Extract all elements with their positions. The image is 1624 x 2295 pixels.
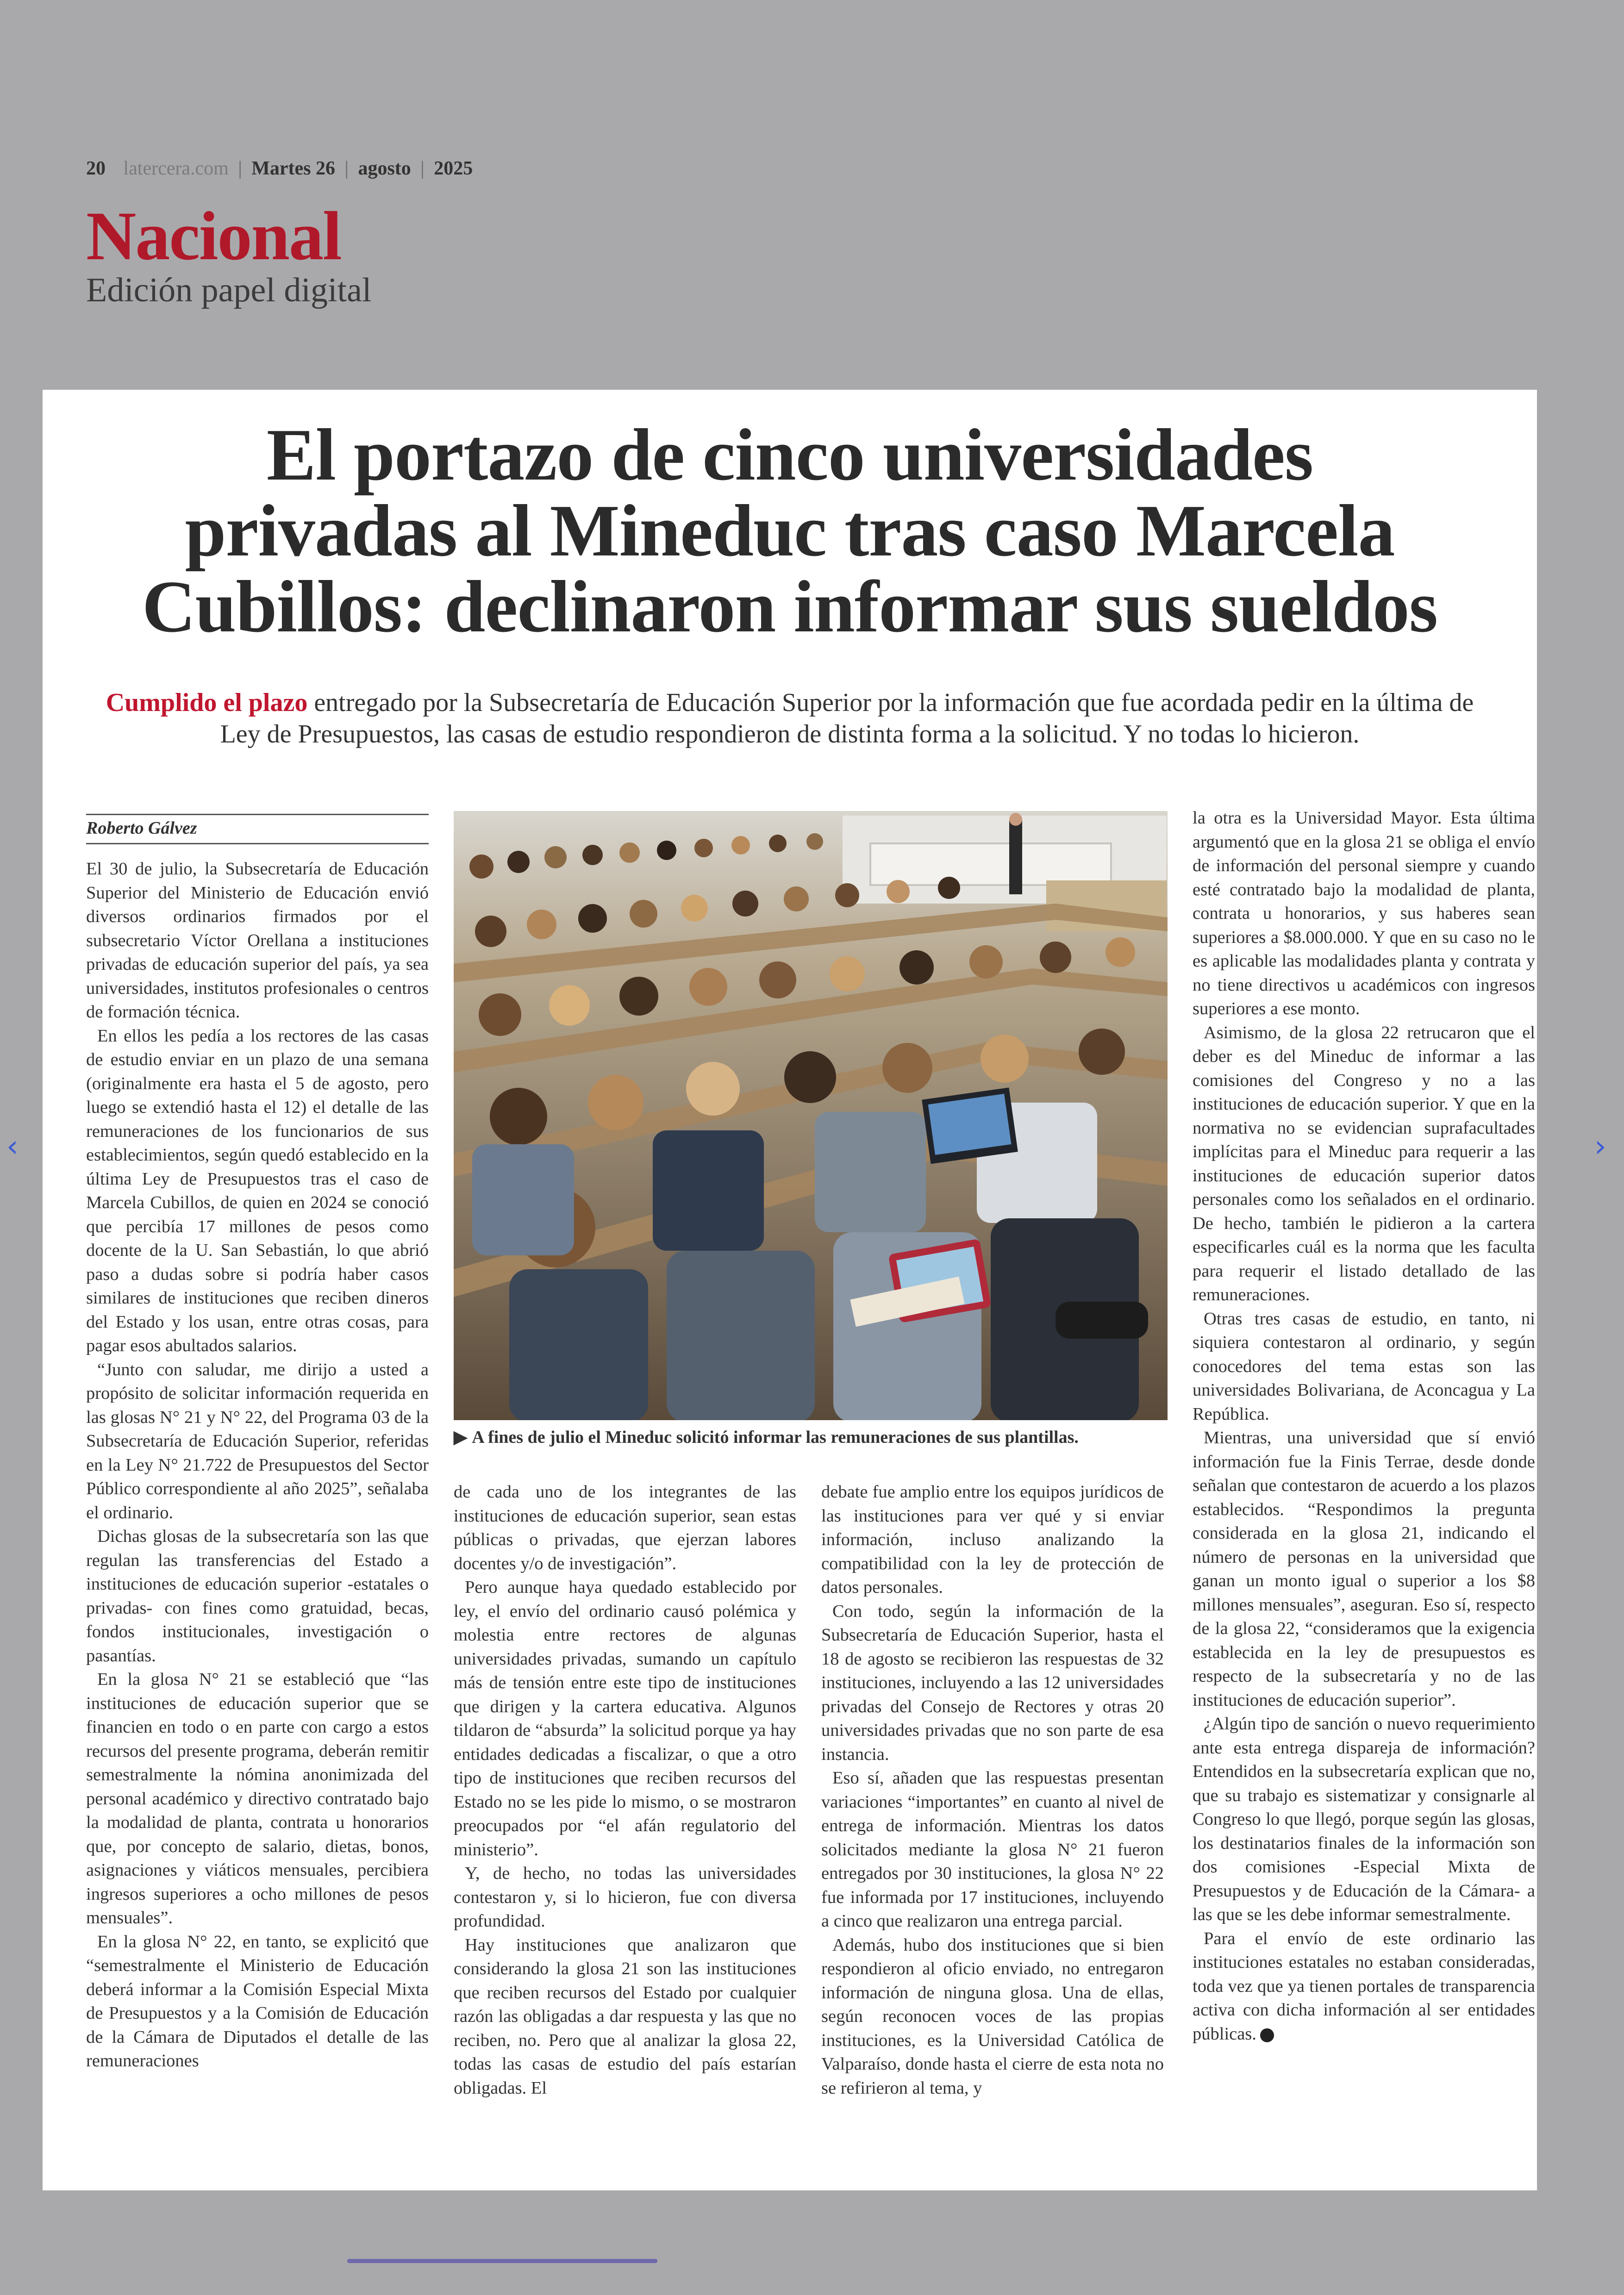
caption-text: A fines de julio el Mineduc solicitó informar las remuneraciones de sus plantillas. <box>472 1428 1079 1447</box>
paragraph: “Junto con saludar, me dirijo a usted a propósito de solicitar información requerida en las glosas N° 21 y N° 22, del Programa 03 de la Subsecretaría de Educación Superior, referidas en la Ley N° 21.722 de Presupuestos del Sector Público correspondiente al año 2025”, señalaba el ordinario. <box>86 1360 429 1522</box>
paragraph: Además, hubo dos instituciones que si bien respondieron al oficio enviado, no entregaron información de ninguna glosa. Una de ellas, según reconocen voces de las propias instituciones, es la Universidad Católica de Valparaíso, donde hasta el cierre de esta nota no se refirieron al tema, y <box>821 1935 1164 2098</box>
edition-subtitle: Edición papel digital <box>86 271 372 309</box>
paragraph: la otra es la Universidad Mayor. Esta última argumentó que en la glosa 21 se obliga el envío de información del personal siempre y cuando esté contratado bajo la modalidad de planta, contrata u honorarios, y sus haberes sean superiores a $8.000.000. Y que en su caso no le es aplicable las modalidades planta y contrata y no tiene directivos u académicos con ingresos superiores a ese monto. <box>1193 808 1535 1018</box>
paragraph: Hay instituciones que analizaron que considerando la glosa 21 son las instituciones que reciben recursos del Estado por cualquier razón las obligadas a dar respuesta y las que no reciben, no. Pero que al analizar la glosa 22, todas las casas de estudio del país estarían obligadas. El <box>454 1935 796 2098</box>
chevron-right-icon[interactable]: › <box>1594 1129 1606 1164</box>
section-title: Nacional <box>86 198 341 274</box>
byline: Roberto Gálvez <box>86 814 429 844</box>
headline-line: El portazo de cinco universidades <box>266 413 1313 496</box>
end-mark-icon <box>1260 2028 1274 2042</box>
site-name[interactable]: latercera.com <box>123 158 229 179</box>
paragraph: debate fue amplio entre los equipos jurídicos de las instituciones para ver qué y si enviar información, incluso analizando la compatibilidad con la ley de protección de datos personales. <box>821 1482 1164 1597</box>
paragraph: Mientras, una universidad que sí envió información fue la Finis Terrae, desde donde señalan que contestaron de acuerdo a los plazos establecidos. “Respondimos la pregunta considerada en la glosa 21, indicando el número de personas en la universidad que ganan un monto igual o superior a los $8 millones mensuales”, aseguran. Eso sí, respecto de la glosa 22, “consideramos que la exigencia establecida en la ley de presupuestos es respecto de la subsecretaría y no de las instituciones de educación superior”. <box>1193 1428 1535 1710</box>
article-column-3 <box>821 1480 1164 2100</box>
paragraph: Y, de hecho, no todas las universidades contestaron y, si lo hicieron, fue con diversa profundidad. <box>454 1864 796 1931</box>
folio-line: 20 latercera.com | Martes 26 | agosto | 2025 <box>86 158 473 179</box>
photo-caption <box>454 1427 1168 1447</box>
paragraph: de cada uno de los integrantes de las instituciones de educación superior, sean estas públicas o privadas, que ejerzan labores docentes y/o de investigación”. <box>454 1482 796 1573</box>
paragraph: ¿Algún tipo de sanción o nuevo requerimiento ante esta entrega dispareja de información? Entendidos en la subsecretaría explican que no, que su trabajo es sistematizar y consignarle al Congreso lo que llegó, porque según las glosas, los destinatarios finales de la información son dos comisiones -Especial Mixta de Presupuestos y de Educación de la Cámara- a las que se les debe informar semestralmente. <box>1193 1714 1535 1924</box>
date-weekday: Martes 26 <box>251 158 336 179</box>
date-year: 2025 <box>434 158 473 179</box>
caption-arrow-icon: ▶ <box>454 1428 468 1447</box>
page-header <box>86 157 473 180</box>
article-column-4 <box>1193 806 1535 2046</box>
article-column-2 <box>454 1480 796 2100</box>
lecture-hall-photo <box>454 811 1168 1420</box>
paragraph: El 30 de julio, la Subsecretaría de Educación Superior del Ministerio de Educación envió diversos ordinarios firmados por el subsecretario Víctor Orellana a instituciones privadas de educación superior del país, ya sea universidades, institutos profesionales o centros de formación técnica. <box>86 859 429 1022</box>
page-number: 20 <box>86 158 106 179</box>
paragraph: Dichas glosas de la subsecretaría son las que regulan las transferencias del Estado a instituciones de educación superior -estatales o privadas- con fines como gratuidad, becas, fondos institucionales, investigación o pasantías. <box>86 1527 429 1665</box>
article-deck <box>98 687 1481 750</box>
page-scroll-indicator[interactable] <box>347 2259 657 2263</box>
deck-text: entregado por la Subsecretaría de Educación Superior por la información que fue acordada pedir en la última de Ley de Presupuestos, las casas de estudio respondieron de distinta forma a la solicitud. Y no todas lo hicieron. <box>220 688 1474 748</box>
paragraph: En ellos les pedía a los rectores de las casas de estudio enviar en un plazo de una semana (originalmente era hasta el 5 de agosto, pero luego se extendió hasta el 12) el detalle de las remuneraciones de los funcionarios de sus establecimientos, según quedó establecido en la última Ley de Presupuestos tras el caso de Marcela Cubillos, de quien en 2024 se conoció que percibía 17 millones de pesos como docente de la U. San Sebastián, lo que abrió paso a dudas sobre si podría haber casos similares de instituciones que reciben dineros del Estado y los usan, entre otras cosas, para pagar esos abultados salarios. <box>86 1026 429 1355</box>
paragraph: Pero aunque haya quedado establecido por ley, el envío del ordinario causó polémica y molestia entre rectores de algunas universidades privadas, sumando un capítulo más de tensión entre este tipo de instituciones que dirigen y la cartera educativa. Algunos tildaron de “absurda” la solicitud porque ya hay entidades dedicadas a fiscalizar, o que a otro tipo de instituciones que reciben recursos del Estado no se les pide lo mismo, o se mostraron preocupados por “el afán regulatorio del ministerio”. <box>454 1578 796 1859</box>
headline-line: Cubillos: declinaron informar sus sueldos <box>142 565 1438 648</box>
deck-lead: Cumplido el plazo <box>106 688 308 717</box>
paragraph: Otras tres casas de estudio, en tanto, ni siquiera contestaron al ordinario, y según conocedores del tema estas son las universidades Bolivariana, de Aconcagua y La República. <box>1193 1309 1535 1424</box>
newspaper-page <box>43 390 1537 2190</box>
article-headline <box>70 413 1509 648</box>
headline-line: privadas al Mineduc tras caso Marcela <box>185 489 1395 572</box>
paragraph: Asimismo, de la glosa 22 retrucaron que el deber es del Mineduc de informar a las comisiones del Congreso y no a las instituciones de educación superior. Y que en la normativa no se evidencian suprafacultades implícitas para el Mineduc para requerir a las instituciones de educación superior datos personales como los señalados en el ordinario. De hecho, también le pidieron a la cartera especificarles cuál es la norma que les faculta para requerir el listado detallado de las remuneraciones. <box>1193 1023 1535 1304</box>
article-column-1 <box>86 857 429 2073</box>
paragraph-text: Para el envío de este ordinario las instituciones estatales no estaban consideradas, toda vez que ya tienen portales de transparencia activa con dicha información al ser entidades públicas. <box>1193 1928 1535 2044</box>
paragraph <box>1193 1927 1535 2046</box>
paragraph: Con todo, según la información de la Subsecretaría de Educación Superior, hasta el 18 de agosto se recibieron las respuestas de 32 instituciones, incluyendo a las 12 universidades privadas del Consejo de Rectores y otras 20 universidades privadas que no son parte de esa instancia. <box>821 1601 1164 1764</box>
date-month: agosto <box>358 158 411 179</box>
paragraph: En la glosa N° 22, en tanto, se explicitó que “semestralmente el Ministerio de Educación deberá informar a la Comisión Especial Mixta de Presupuestos y a la Comisión de Educación de la Cámara de Diputados el detalle de las remuneraciones <box>86 1932 429 2070</box>
paragraph: En la glosa N° 21 se estableció que “las instituciones de educación superior que se financien en todo o en parte con cargo a estos recursos del presente programa, deberán remitir semestralmente la nómina anonimizada del personal académico y directivo contratado bajo la modalidad de planta, contrata u honorarios que, por concepto de salario, dietas, bonos, asignaciones y viáticos mensuales, percibiera ingresos superiores a ocho millones de pesos mensuales”. <box>86 1670 429 1927</box>
paragraph: Eso sí, añaden que las respuestas presentan variaciones “importantes” en cuanto al nivel de entrega de información. Mientras los datos solicitados mediante la glosa N° 21 fueron entregados por 30 instituciones, la glosa N° 22 fue informada por 17 instituciones, incluyendo a cinco que realizaron una entrega parcial. <box>821 1768 1164 1931</box>
chevron-left-icon[interactable]: ‹ <box>6 1129 19 1164</box>
